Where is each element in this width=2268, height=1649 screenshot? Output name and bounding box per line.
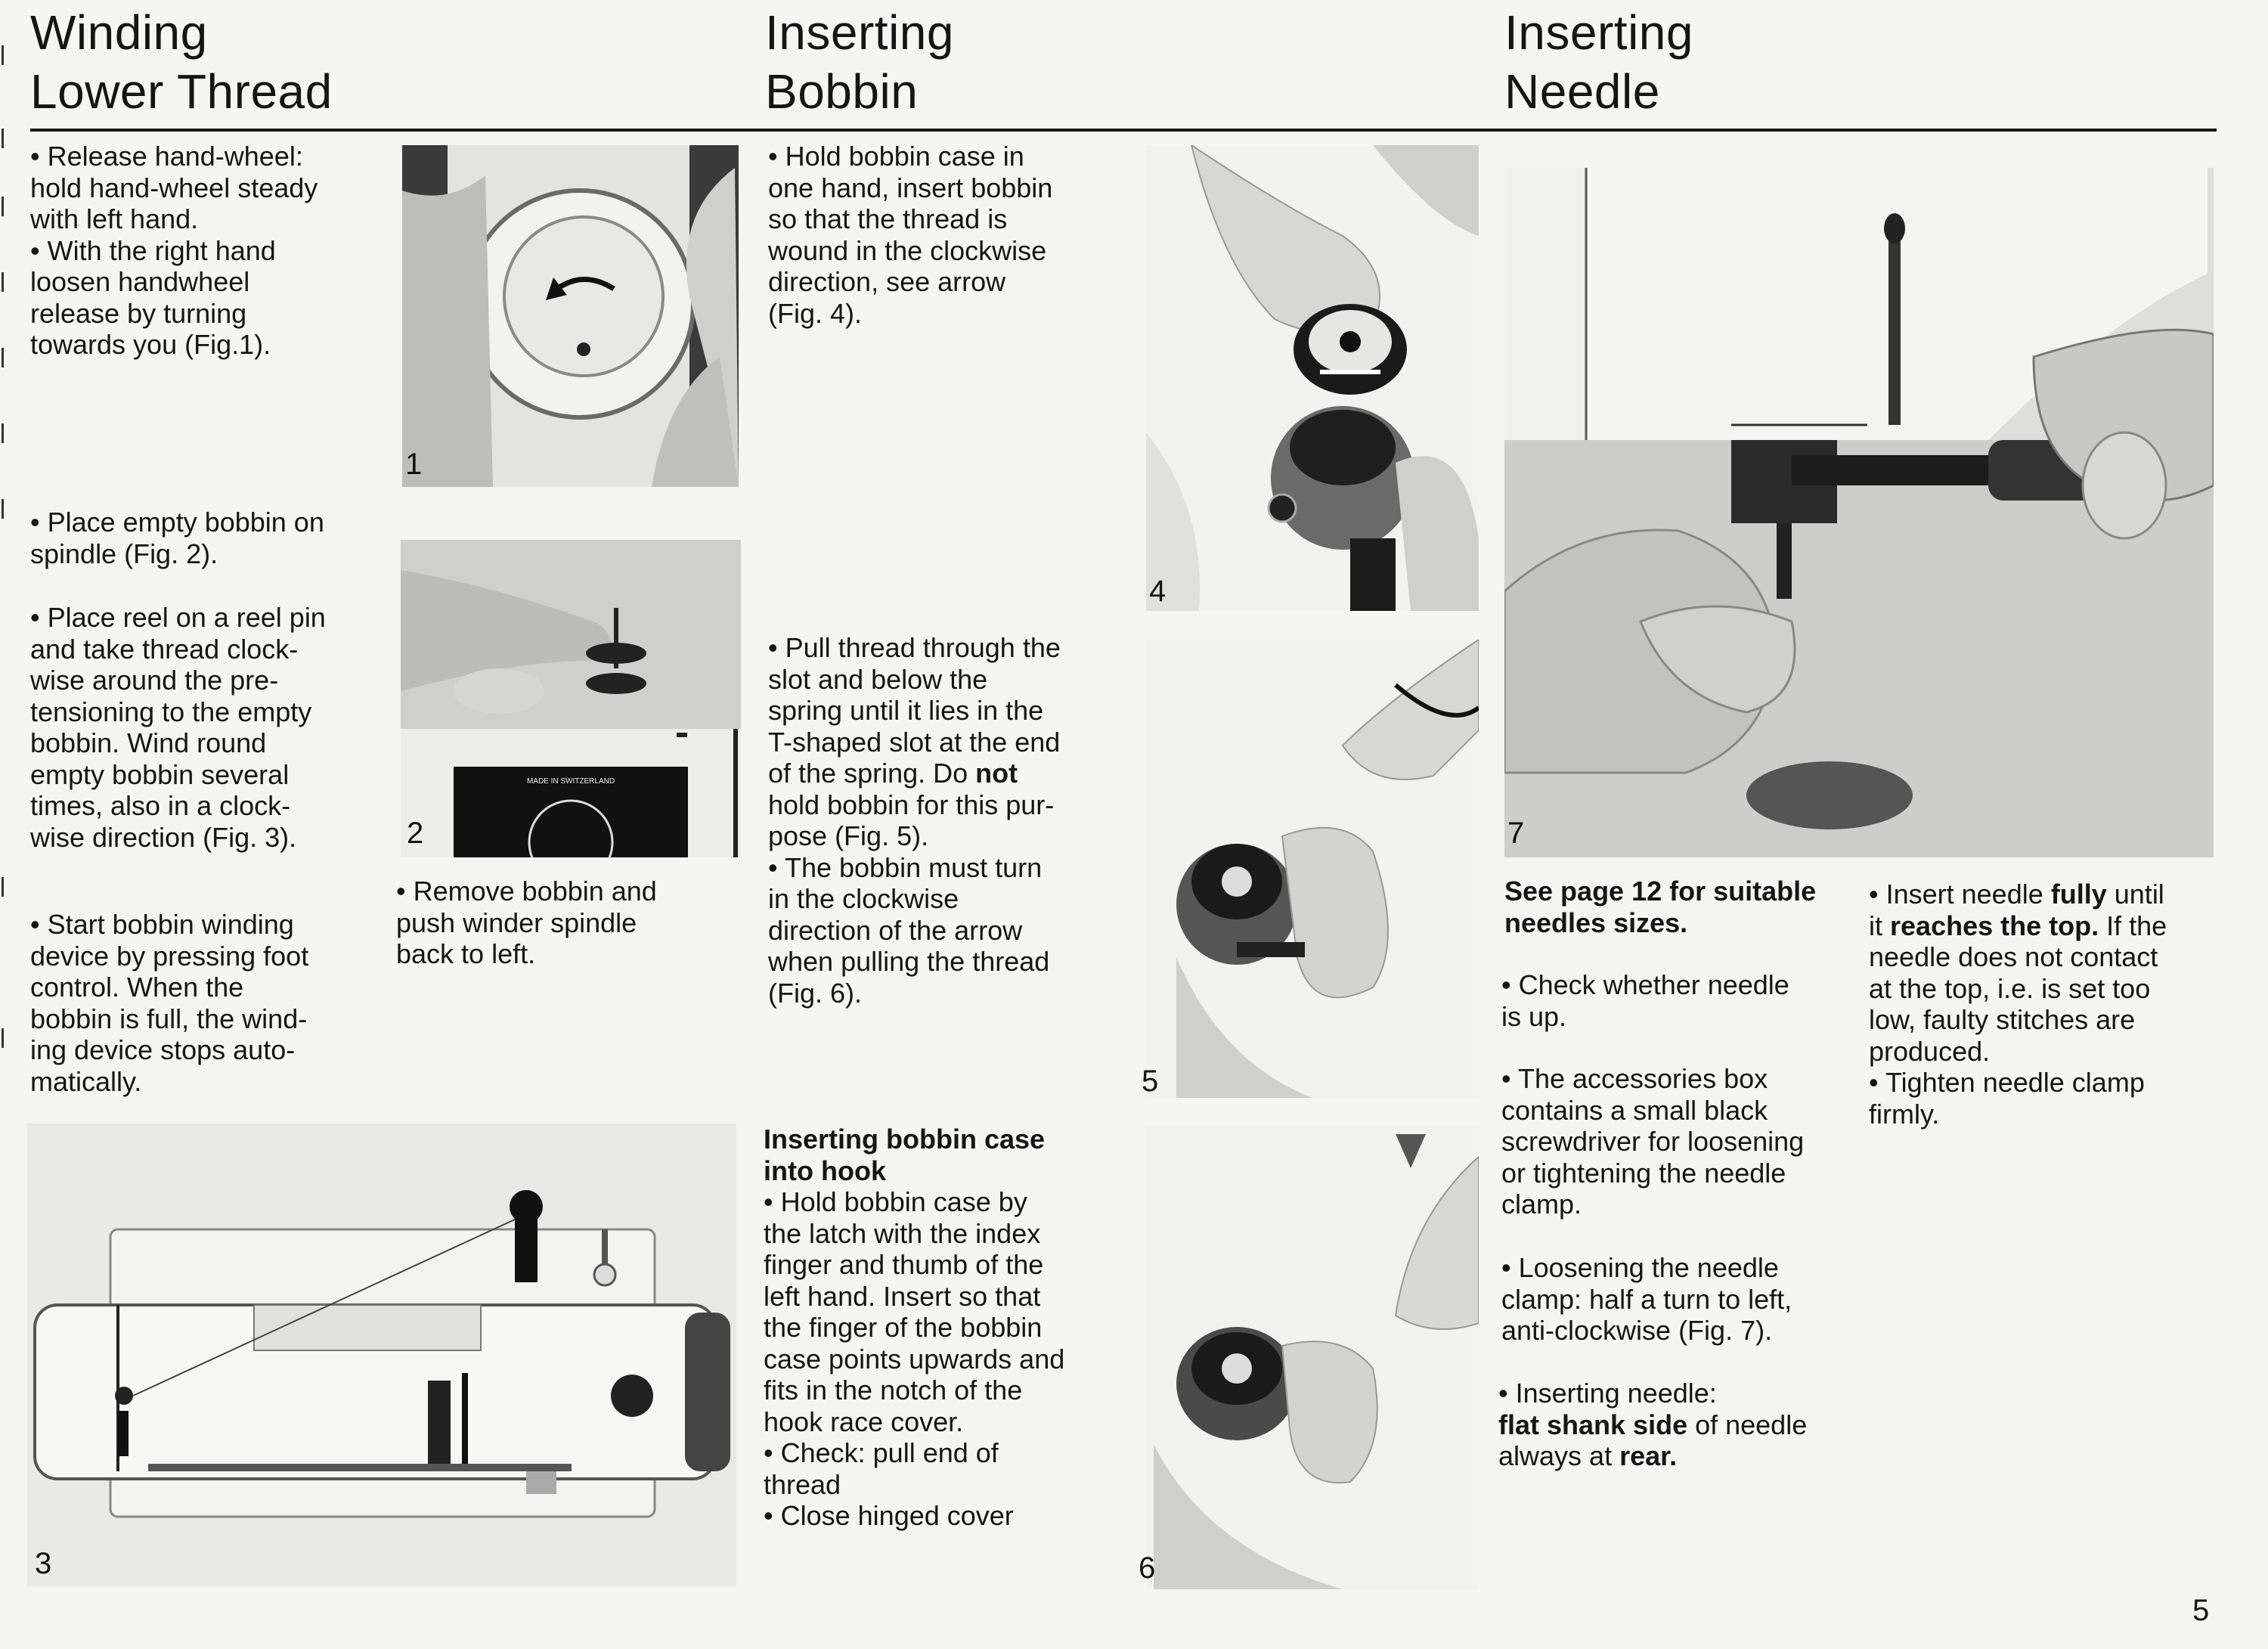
margin-mark (2, 877, 4, 897)
winding-step-release: • Release hand-wheel: hold hand-wheel steady with left hand. • With the right hand loosen handwheel release by turning towards you (Fig.1). (30, 141, 318, 360)
needle-sizes-note: See page 12 for suitable needles sizes. (1504, 876, 1817, 938)
figure-4-bobbin-in-case (1146, 145, 1479, 611)
heading-inserting-bobbin: Inserting Bobbin (765, 5, 954, 119)
margin-mark (2, 197, 4, 216)
bobbin-case-section: Inserting bobbin case into hook • Hold bobbin case by the latch with the index finger and thumb of the left hand. Insert so that the finger of the bobbin case points upwards and fits in the notch of the hook race cover. • Check: pull end of thread • Close hinged cover (764, 1124, 1149, 1532)
figure-number: 2 (407, 817, 424, 850)
figure-6-clockwise-turn (1146, 1127, 1479, 1589)
figure-3-machine-top (27, 1124, 736, 1586)
needle-step-accessories: • The accessories box contains a small black screwdriver for loosening or tightening the needle clamp. (1501, 1063, 1805, 1220)
figure-7-needle-clamp (1504, 168, 2214, 857)
needle-step-check: • Check whether needle is up. (1501, 969, 1789, 1032)
figure-number: 6 (1139, 1551, 1156, 1585)
margin-mark (2, 129, 4, 148)
figure-number: 4 (1149, 575, 1167, 608)
figure-number: 3 (35, 1547, 52, 1580)
margin-mark (2, 348, 4, 367)
figure-2-spindle (401, 540, 741, 857)
figure-number: 5 (1142, 1065, 1159, 1098)
bobbin-step-insert: • Hold bobbin case in one hand, insert bobbin so that the thread is wound in the clockwise direction, see arrow (Fig. 4). (768, 141, 1053, 329)
margin-mark (2, 45, 4, 65)
margin-mark (2, 423, 4, 443)
needle-step-insert: • Inserting needle: flat shank side of needle always at rear. (1498, 1378, 1808, 1471)
winding-step-bobbin: • Place empty bobbin on spindle (Fig. 2). (30, 507, 324, 569)
margin-mark (2, 272, 4, 292)
page-number: 5 (2192, 1594, 2210, 1627)
heading-winding-lower-thread: Winding Lower Thread (30, 5, 333, 119)
heading-inserting-needle: Inserting Needle (1504, 5, 1693, 119)
bobbin-step-pull-thread: • Pull thread through the slot and below the spring until it lies in the T-shaped slot at the end of the spring. Do not hold bobbin for this pur- pose (Fig. 5). • The bobbin must turn in the clockwise direction of the arrow when pulling the thread (Fig. 6). (768, 632, 1061, 1009)
needle-step-loosen: • Loosening the needle clamp: half a turn to left, anti-clockwise (Fig. 7). (1501, 1252, 1792, 1346)
heading-rule (30, 129, 2217, 132)
figure-1-handwheel (402, 145, 739, 487)
margin-mark (2, 1028, 4, 1048)
winding-step-reel: • Place reel on a reel pin and take thread clock- wise around the pre- tensioning to the empty bobbin. Wind round empty bobbin several times, also in a clock- wise direction (Fig. 3). (30, 602, 326, 853)
winding-step-start: • Start bobbin winding device by pressing foot control. When the bobbin is full, the wind- ing device stops auto- matically. (30, 909, 309, 1097)
bobbin-case-heading: Inserting bobbin case (764, 1124, 1046, 1155)
figure-number: 1 (405, 448, 423, 481)
needle-step-fully: • Insert needle fully until it reaches the top. If the needle does not contact at the top, i.e. is set too low, faulty stitches are produced. • Tighten needle clamp firmly. (1869, 879, 2167, 1130)
figure-number: 7 (1507, 817, 1525, 850)
figure-5-thread-slot (1146, 640, 1479, 1098)
winding-step-remove: • Remove bobbin and push winder spindle back to left. (396, 876, 657, 969)
margin-mark (2, 499, 4, 519)
figure-2-label: MADE IN SWITZERLAND (526, 777, 615, 786)
